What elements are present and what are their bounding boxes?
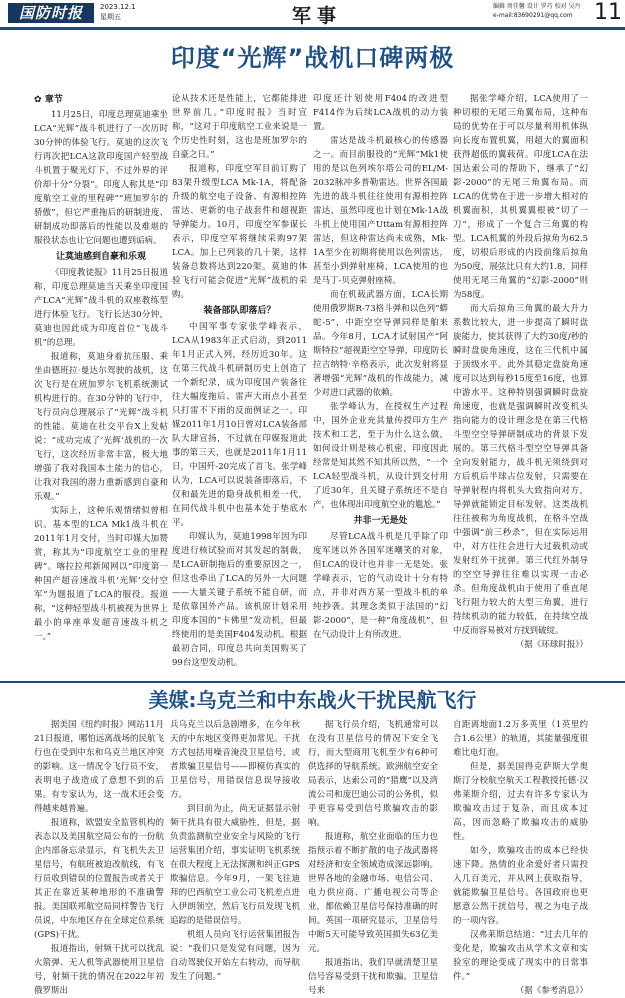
subheading: 井非一无是处 bbox=[353, 516, 408, 526]
paragraph: 兵乌克兰以后急剧增多，在今年秋天的中东地区变得更加常见。干扰方式包括用噪音淹没卫星信号，或者欺骗卫星信号——即模仿真实的卫星信号，用错误信息误导接收方。 bbox=[170, 720, 300, 800]
paragraph: 而大后掠角三角翼的最大升力系数比较大，进一步提高了瞬时盘旋能力，使其获得了大约30度/秒的瞬时盘旋角速度，这在三代机中属于顶级水平。此外其稳定盘旋角速度可以达到每秒15度至16度，也算中游水平。这种特别强调瞬时盘旋角速度，也就是强调瞬时改变机头指向能力的设计理念是在第三代格斗型空空导弹研制成功的背景下发展的。第三代格斗型空空导弹具备全向发射能力，战斗机无须绕到对方后机后半球占位发射，只需要在导弹射程内将机头大致指向对方，导弹就能锁定目标发射。这类战机往往被称为角度战机，在格斗空战中强调“前三秒杀”，但在实际运用中，对方往往会进行大过载机动或发射红外干扰弹。第三代红外制导的空空导弹往往难以实现一击必杀。但角度战机由于使用了垂直尾飞行阻力较大的大型三角翼，进行持续机动的能力较低，在持续空战中反而容易被对方找到破绽。 bbox=[453, 304, 588, 636]
paragraph: 机组人员向飞行运营集团报告说：“我们只是发觉有问题，因为自动驾驶仪开始左右转动，而导航发生了问题。” bbox=[170, 930, 300, 982]
article1-column-3 bbox=[313, 92, 448, 642]
paragraph: 论从技术还是性能上，它都能排进世界前几。”印度时报》当时宣称，“这对于印度航空工业来说是一个历史性时刻，这也是班加罗尔的自豪之日。” bbox=[172, 94, 307, 160]
paragraph: 中国军事专家张学峰表示，LCA从1983年正式启动，到2011年1月正式入列，经历近30年。这在第三代战斗机研制历史上创造了一个新纪录，成为印度国产装备往往大幅度拖后、雷声大雨点小甚至只打雷不下雨的反面例证之一。印媒2011年1月10日曾对LCA装备部队大肆宣扬，不过就在印媒报道此事的第三天，也就是2011年1月11日，中国歼-20完成了首飞。张学峰认为，LCA可以说装备即落后，不仅和最先进的隐身战机相差一代，在同代战斗机中也基本处于垫底水平。 bbox=[172, 322, 307, 528]
newspaper-logo: 国防时报 bbox=[8, 3, 94, 23]
paragraph: 《印度教徒报》11月25日报道称，印度总理莫迪当天乘坐印度国产LCA“光辉”战斗机的双座教练型进行体验飞行。飞行长达30分钟，莫迪也因此成为印度首位“飞战斗机”的总理。 bbox=[34, 268, 168, 348]
article2-headline: 美媒:乌克兰和中东战火干扰民航飞行 bbox=[148, 688, 477, 712]
paragraph: 张学峰认为，在授权生产过程中，国外企业充其量传授印方生产技术和工艺，至于为什么这么做，如何设计则是核心机密，印度因此经常是知其然不知其所以然，“一个LCA轻型战斗机，从设计到交付用了近30年，且关键子系统还不是自产，也体现出印度航空业的尴尬。” bbox=[313, 402, 448, 510]
paragraph: 报道称，欧盟安全监管机构的表态以及美国航空局公布的一份航企内部备忘录显示，有飞机失去卫星信号，有航班被迫改航线，有飞行员收到错误的位置报告或者关于其正在靠近某种地形的不准确警报。美国联邦航空局同样警告飞行员说，中东地区存在全球定位系统(GPS)干扰。 bbox=[34, 818, 164, 940]
article2-column-2 bbox=[170, 718, 300, 984]
paragraph: 实际上，这种乐观情绪似曾相识。基本型的LCA Mk1战斗机在2011年1月交付，当时印媒大加赞赏，称其为“印度航空工业的里程碑”。喀拉拉邦新闻网以“印度第一种国产超音速战斗机‘光辉’交付空军”为题报道了LCA的服役。报道称，“这种轻型战斗机被视为世界上最小的单座单发超音速战斗机之一。” bbox=[34, 506, 168, 642]
article2-credit: （据《参考消息》） bbox=[515, 986, 588, 996]
paragraph: 报道称，莫迪身着抗压服、乘坐由德班拉·曼达尔驾驶的战机，这次飞行是在班加罗尔飞机系统测试机构进行的。在30分钟的飞行中，飞行员向总理展示了“光辉”战斗机的性能。莫迪在社交平台X上发帖说：“成功完成了‘光辉’战机的一次飞行，这次经历非常丰富，极大地增强了我对我国本土能力的信心，让我对我国的潜力重新感到自豪和乐观。” bbox=[34, 352, 168, 502]
page-number: 11 bbox=[594, 0, 622, 25]
paragraph: 而在机载武器方面，LCA长期使用俄罗斯R-73格斗弹和以色列“蟒蛇-5”，中距空空导弹同样是舶来品。今年8月，LCA才试射国产“阿斯特拉”超视距空空导弹，印度防长拉吉纳特·辛格表示，此次发射将显著增强“光辉”战机的作战能力，减少对进口武器的依赖。 bbox=[313, 290, 448, 398]
article2-column-3 bbox=[308, 718, 438, 998]
paragraph: 尽管LCA战斗机是几乎除了印度军迷以外各国军迷嘲笑的对象，但LCA的设计也并非一无是处。张学峰表示，它的气动设计十分有特点，并非对西方某一型战斗机的单纯抄袭。其理念类似于法国的“幻影-2000”，是一种“角度战机”，但在气动设计上有所改进。 bbox=[313, 532, 448, 640]
paragraph: 据张学峰介绍，LCA使用了一种切根的无尾三角翼布局，这种布局的优势在于可以尽量利用机体纵向长度布置机翼，用超大的翼面积获得超低的翼载荷。印度LCA在法国达索公司的帮助下，继承了“幻影-2000”的无尾三角翼布局。而LCA的优势在于进一步增大相对的机翼面积，其机翼翼根被“切了一刀”，形成了一个复合三角翼的构型。LCA机翼的外段后掠角为62.5度，切根后形成的内段前缘后掠角为50度，展弦比只有大约1.8，同样使用无尾三角翼的“幻影-2000”则为58度。 bbox=[453, 94, 588, 300]
article-divider bbox=[0, 681, 625, 683]
paragraph: 如今，欺骗攻击的成本已经快速下降。热情的业余爱好者只需投入几百美元，并从网上获取指导，就能欺骗卫星信号。各国政府也更愿意公然干扰信号，视之为电子战的一项内容。 bbox=[453, 846, 588, 926]
paragraph: 报道指出，射频干扰可以扰乱火箭弹、无人机等武器使用卫星信号，射频干扰的情况在2022年初俄罗斯出 bbox=[34, 944, 164, 996]
article1-column-1 bbox=[34, 92, 168, 644]
paragraph: 到目前为止，尚无证据显示射频干扰具有很大威胁性，但是，据负责监测航空业安全与风险的飞行运营集团介绍，事实证明飞机系统在很大程度上无法探测和纠正GPS欺骗信息。今年9月，一架飞往迪拜的巴西航空工业公司飞机差点进入伊朗领空，然后飞行员发现飞机追踪的是错误信号。 bbox=[170, 804, 300, 926]
editor-credits: 编辑 周佳馨 设计 罗巧 校对 吴丹 e-mail:83690291@qq.com bbox=[493, 3, 581, 19]
paragraph: 但是，据美国得克萨斯大学奥斯汀分校航空航天工程教授托德·汉弗莱斯介绍，过去有许多专家认为欺骗攻击过于复杂，而且成本过高，因而忽略了欺骗攻击的威胁性。 bbox=[453, 762, 588, 842]
section-title: 军事 bbox=[292, 5, 343, 27]
paragraph: 印媒认为，莫迪1998年因为印度进行核试验而对其发起的制裁，是LCA研制拖后的重要原因之一，但这也牵出了LCA的另外一大问题——大量关键子系统不能自研，而是依靠国外产品。该机原计划采用印度本国的“卡佛里”发动机，但最终使用的是美国F404发动机。根据最初合同，印度总共向美国购买了99台这型发动机。 bbox=[172, 532, 307, 668]
issue-date: 2023.12.1 星期五 bbox=[100, 3, 136, 21]
subheading: 装备部队即落后？ bbox=[203, 306, 276, 316]
article1-column-2 bbox=[172, 92, 307, 670]
article1-column-4 bbox=[453, 92, 588, 652]
paragraph: 报道指出，我们早就清楚卫星信号容易受到干扰和欺骗。卫星信号来 bbox=[308, 958, 438, 996]
masthead bbox=[0, 0, 625, 26]
subheading: 让莫迪感到自豪和乐观 bbox=[55, 252, 146, 262]
paragraph: 报道称，航空业面临的压力也指预示着不断扩散的电子战武器将对经济和安全领域造成深远影响。世界各地的金融市场、电信公司、电力供应商、广播电视公司等企业，都依赖卫星信号保持准确的时间。英国一项研究显示，卫星信号中断5天可能导致英国损失63亿美元。 bbox=[308, 832, 438, 954]
paragraph: 自距离地面1.2万多英里（1英里约合1.6公里）的轨道，其能量强度很难比电灯泡。 bbox=[453, 720, 588, 758]
article1-credit: （据《环球时报》） bbox=[515, 640, 588, 650]
paragraph: 11月25日，印度总理莫迪乘坐LCA“光辉”战斗机进行了一次历时30分钟的体验飞行。莫迪的这次飞行再次把LCA这款印度国产轻型战斗机置于聚光灯下，不过外界的评价却十分“分裂”。印度人称其是“印度航空工业的里程碑”“班加罗尔的骄傲”，但它严重拖后的研制进度、研制成功即落后的性能以及难堪的服役状态也让它问题也遭到诟病。 bbox=[34, 110, 168, 246]
paragraph: 雷达是战斗机最核心的传感器之一。而目前服役的“光辉”Mk1使用的是以色列埃尔塔公司的EL/M-2032脉冲多普勒雷达。世界各国最先进的战斗机往往使用有源相控阵雷达，虽然印度也计划在Mk-1A战斗机上使用国产Uttam有源相控阵雷达，但这种雷达尚未成熟，Mk-1A至少在初期将使用以色列雷达，甚至小到弹射座椅，LCA使用的也是马丁-贝克弹射座椅。 bbox=[313, 136, 448, 286]
header-rule bbox=[0, 27, 625, 30]
paragraph: 汉弗莱斯总结道：“过去几年的变化是，欺骗攻击从学术文章和实验室的理论变成了现实中的日常事件。” bbox=[453, 930, 588, 982]
article2-column-1 bbox=[34, 718, 164, 998]
paragraph: 报道称，印度空军目前订购了83架升级型LCA Mk-1A，将配备升级的航空电子设备、有源相控阵雷达、更新的电子战套件和超视距导弹能力。10月，印度空军参谋长表示，印度空军将继续采购97架LCA。加上已列装的几十架，这样装备总数将达到220架。莫迪的体验飞行可能会促进“光辉”战机的采购。 bbox=[172, 164, 307, 300]
paragraph: 据飞行员介绍，飞机通常可以在没有卫星信号的情况下安全飞行，而大型商用飞机至少有6种可供选择的导航系统。欧洲航空安全局表示，达索公司的“猎鹰”以及湾流公司和庞巴迪公司的公务机，似乎更容易受到信号欺骗攻击的影响。 bbox=[308, 720, 438, 828]
paragraph: 印度还计划使用F404的改进型F414作为后续LCA战机的动力装置。 bbox=[313, 94, 448, 132]
article1-byline: ✿ 章节 bbox=[34, 95, 63, 105]
paragraph: 据美国《纽约时报》网站11月21日报道，哪怕远离战场的民航飞行也在受到中东和乌克兰地区冲突的影响。这一情况令飞行员不安，表明电子战造成了意想不到的后果。有专家认为，这一战术还会变得越来越普遍。 bbox=[34, 720, 164, 814]
article2-column-4 bbox=[453, 718, 588, 998]
article1-headline: 印度“光辉”战机口碑两极 bbox=[170, 44, 455, 72]
